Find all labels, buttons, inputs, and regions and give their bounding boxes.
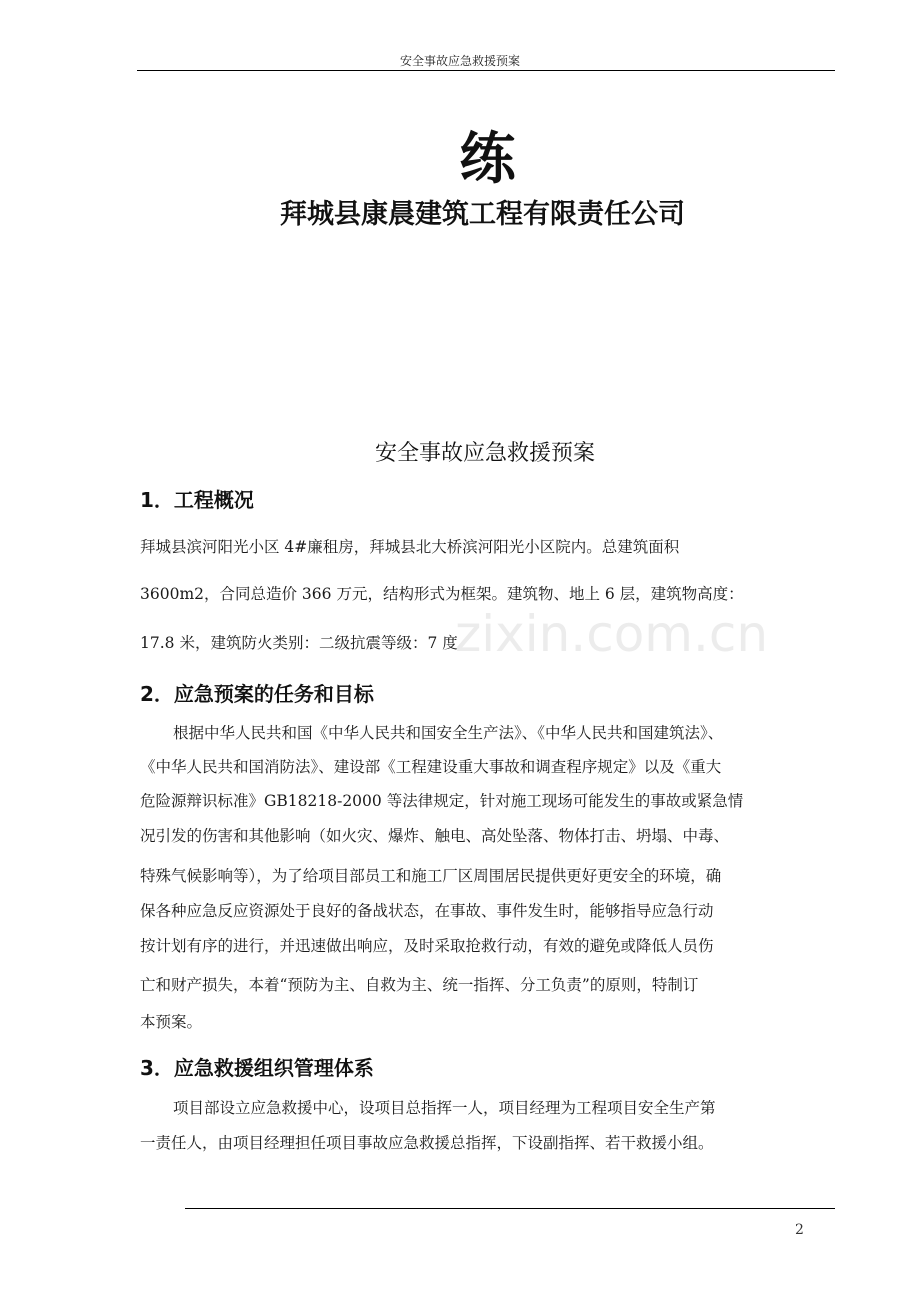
paragraph-line: 根据中华人民共和国《中华人民共和国安全生产法》、《中华人民共和国建筑法》、 [173, 724, 724, 742]
paragraph-line: 况引发的伤害和其他影响（如火灾、爆炸、触电、高处坠落、物体打击、坍塌、中毒、 [140, 827, 730, 845]
running-header: 安全事故应急救援预案 [399, 54, 520, 68]
watermark: zixin.com.cn [455, 605, 769, 663]
paragraph-line: 《中华人民共和国消防法》、建设部《工程建设重大事故和调查程序规定》以及《重大 [140, 758, 722, 776]
paragraph-line: 17.8 米，建筑防火类别：二级抗震等级：7 度 [140, 634, 458, 652]
paragraph-line: 3600m2，合同总造价 366 万元，结构形式为框架。建筑物、地上 6 层，建筑物高度： [140, 585, 744, 603]
paragraph-line: 保各种应急反应资源处于良好的备战状态，在事故、事件发生时，能够指导应急行动 [140, 902, 714, 920]
section-heading-2: 2．应急预案的任务和目标 [140, 682, 374, 706]
page-number: 2 [795, 1222, 804, 1238]
paragraph-line: 本预案。 [140, 1013, 203, 1031]
document-title: 安全事故应急救援预案 [374, 441, 595, 466]
footer-rule [185, 1208, 835, 1209]
cover-big-character: 练 [459, 127, 516, 192]
paragraph-line: 项目部设立应急救援中心，设项目总指挥一人，项目经理为工程项目安全生产第 [173, 1099, 716, 1117]
paragraph-line: 亡和财产损失，本着“预防为主、自救为主、统一指挥、分工负责”的原则，特制订 [140, 976, 699, 994]
paragraph-line: 特殊气候影响等），为了给项目部员工和施工厂区周围居民提供更好更安全的环境，确 [140, 867, 722, 885]
section-heading-3: 3．应急救援组织管理体系 [140, 1056, 374, 1080]
paragraph-line: 按计划有序的进行，并迅速做出响应，及时采取抢救行动，有效的避免或降低人员伤 [140, 937, 714, 955]
company-name: 拜城县康晨建筑工程有限责任公司 [280, 199, 685, 230]
section-heading-1: 1．工程概况 [140, 488, 254, 512]
paragraph-line: 一责任人，由项目经理担任项目事故应急救援总指挥，下设副指挥、若干救援小组。 [140, 1134, 714, 1152]
header-rule [137, 70, 835, 71]
paragraph-line: 拜城县滨河阳光小区 4#廉租房，拜城县北大桥滨河阳光小区院内。总建筑面积 [140, 538, 680, 556]
paragraph-line: 危险源辩识标准》GB18218-2000 等法律规定，针对施工现场可能发生的事故或紧急情 [140, 792, 744, 810]
